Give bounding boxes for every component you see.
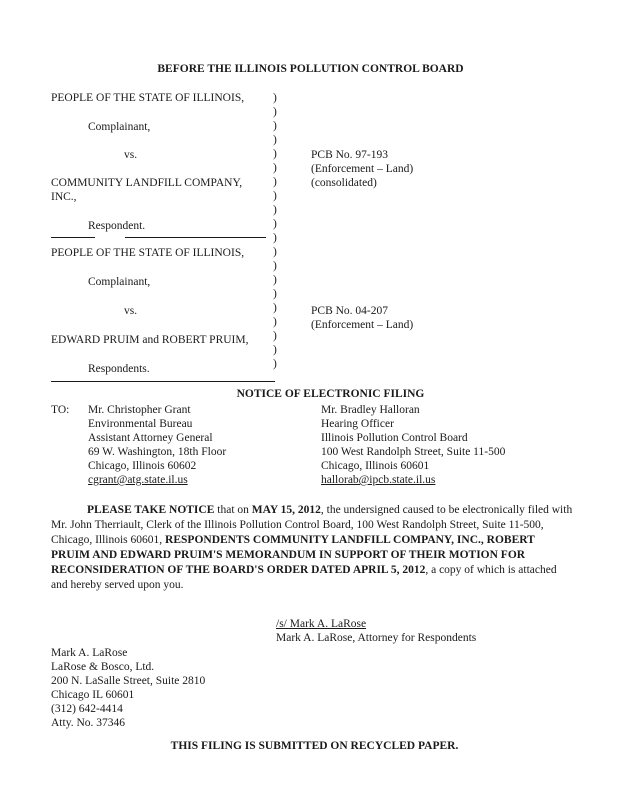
caption2-role1: Complainant, bbox=[88, 276, 151, 288]
recipient-right-line4: 100 West Randolph Street, Suite 11-500 bbox=[321, 446, 506, 458]
caption1-case-number: PCB No. 97-193 bbox=[311, 149, 388, 161]
notice-title: NOTICE OF ELECTRONIC FILING bbox=[236, 388, 425, 400]
notice-body-part2: , the undersigned caused to be electronically filed with Mr. John Therriault, Clerk of the Illinois Pollution Control Board, 100 West Randolph Street, Suite 11-500, Chicago, Illinois 60601, bbox=[51, 504, 573, 546]
attorney-line2: LaRose & Bosco, Ltd. bbox=[51, 661, 155, 673]
recycled-paper-footer: THIS FILING IS SUBMITTED ON RECYCLED PAPER. bbox=[170, 740, 459, 752]
attorney-line5: (312) 642-4414 bbox=[51, 703, 123, 715]
signature: /s/ Mark A. LaRose bbox=[276, 618, 367, 630]
caption1-party1: PEOPLE OF THE STATE OF ILLINOIS, bbox=[51, 92, 245, 104]
notice-lead: PLEASE TAKE NOTICE bbox=[87, 504, 215, 516]
notice-body-part3: , a copy of which is attached and hereby served upon you. bbox=[51, 564, 557, 591]
caption-bottom-rule bbox=[51, 381, 275, 382]
caption1-case-type: (Enforcement – Land) bbox=[311, 163, 414, 175]
caption-divider-short bbox=[51, 237, 95, 238]
caption1-case-note: (consolidated) bbox=[311, 177, 377, 189]
caption2-party1: PEOPLE OF THE STATE OF ILLINOIS, bbox=[51, 247, 245, 259]
recipient-right-line2: Hearing Officer bbox=[321, 418, 394, 430]
recipient-left-email-link[interactable]: cgrant@atg.state.il.us bbox=[88, 474, 188, 486]
caption-divider-long bbox=[125, 237, 266, 238]
attorney-line6: Atty. No. 37346 bbox=[51, 717, 126, 729]
document-title: RESPONDENTS COMMUNITY LANDFILL COMPANY, INC., ROBERT PRUIM AND EDWARD PRUIM'S MEMORANDUM IN SUPPORT OF THEIR MOTION FOR RECONSIDERATION OF THE BOARD'S ORDER DATED APRIL 5, 2012 bbox=[51, 534, 535, 576]
recipient-right-line5: Chicago, Illinois 60601 bbox=[321, 460, 430, 472]
recipient-left-line3: Assistant Attorney General bbox=[88, 432, 213, 444]
attorney-line1: Mark A. LaRose bbox=[51, 647, 128, 659]
caption2-vs: vs. bbox=[124, 305, 138, 317]
document-heading: BEFORE THE ILLINOIS POLLUTION CONTROL BOARD bbox=[157, 63, 464, 75]
caption2-party2: EDWARD PRUIM and ROBERT PRUIM, bbox=[51, 334, 249, 346]
attorney-line4: Chicago IL 60601 bbox=[51, 689, 135, 701]
notice-body-part1: that on bbox=[214, 504, 252, 516]
recipient-left-name: Mr. Christopher Grant bbox=[88, 404, 191, 416]
caption1-party2-line2: INC., bbox=[51, 191, 77, 203]
caption2-case-number: PCB No. 04-207 bbox=[311, 305, 388, 317]
recipient-right-line3: Illinois Pollution Control Board bbox=[321, 432, 468, 444]
caption1-vs: vs. bbox=[124, 149, 138, 161]
recipient-left-line2: Environmental Bureau bbox=[88, 418, 193, 430]
caption2-role2: Respondents. bbox=[88, 363, 150, 375]
notice-date: MAY 15, 2012 bbox=[251, 504, 321, 516]
recipient-left-line5: Chicago, Illinois 60602 bbox=[88, 460, 197, 472]
caption1-role1: Complainant, bbox=[88, 121, 151, 133]
notice-body bbox=[51, 503, 576, 593]
attorney-line3: 200 N. LaSalle Street, Suite 2810 bbox=[51, 675, 206, 687]
caption1-party2-line1: COMMUNITY LANDFILL COMPANY, bbox=[51, 177, 243, 189]
recipient-right-name: Mr. Bradley Halloran bbox=[321, 404, 420, 416]
recipient-left-line4: 69 W. Washington, 18th Floor bbox=[88, 446, 227, 458]
to-label: TO: bbox=[51, 404, 70, 416]
signature-line: Mark A. LaRose, Attorney for Respondents bbox=[276, 632, 477, 644]
recipient-right-email-link[interactable]: hallorab@ipcb.state.il.us bbox=[321, 474, 436, 486]
caption1-role2: Respondent. bbox=[88, 220, 146, 232]
caption2-case-type: (Enforcement – Land) bbox=[311, 319, 414, 331]
